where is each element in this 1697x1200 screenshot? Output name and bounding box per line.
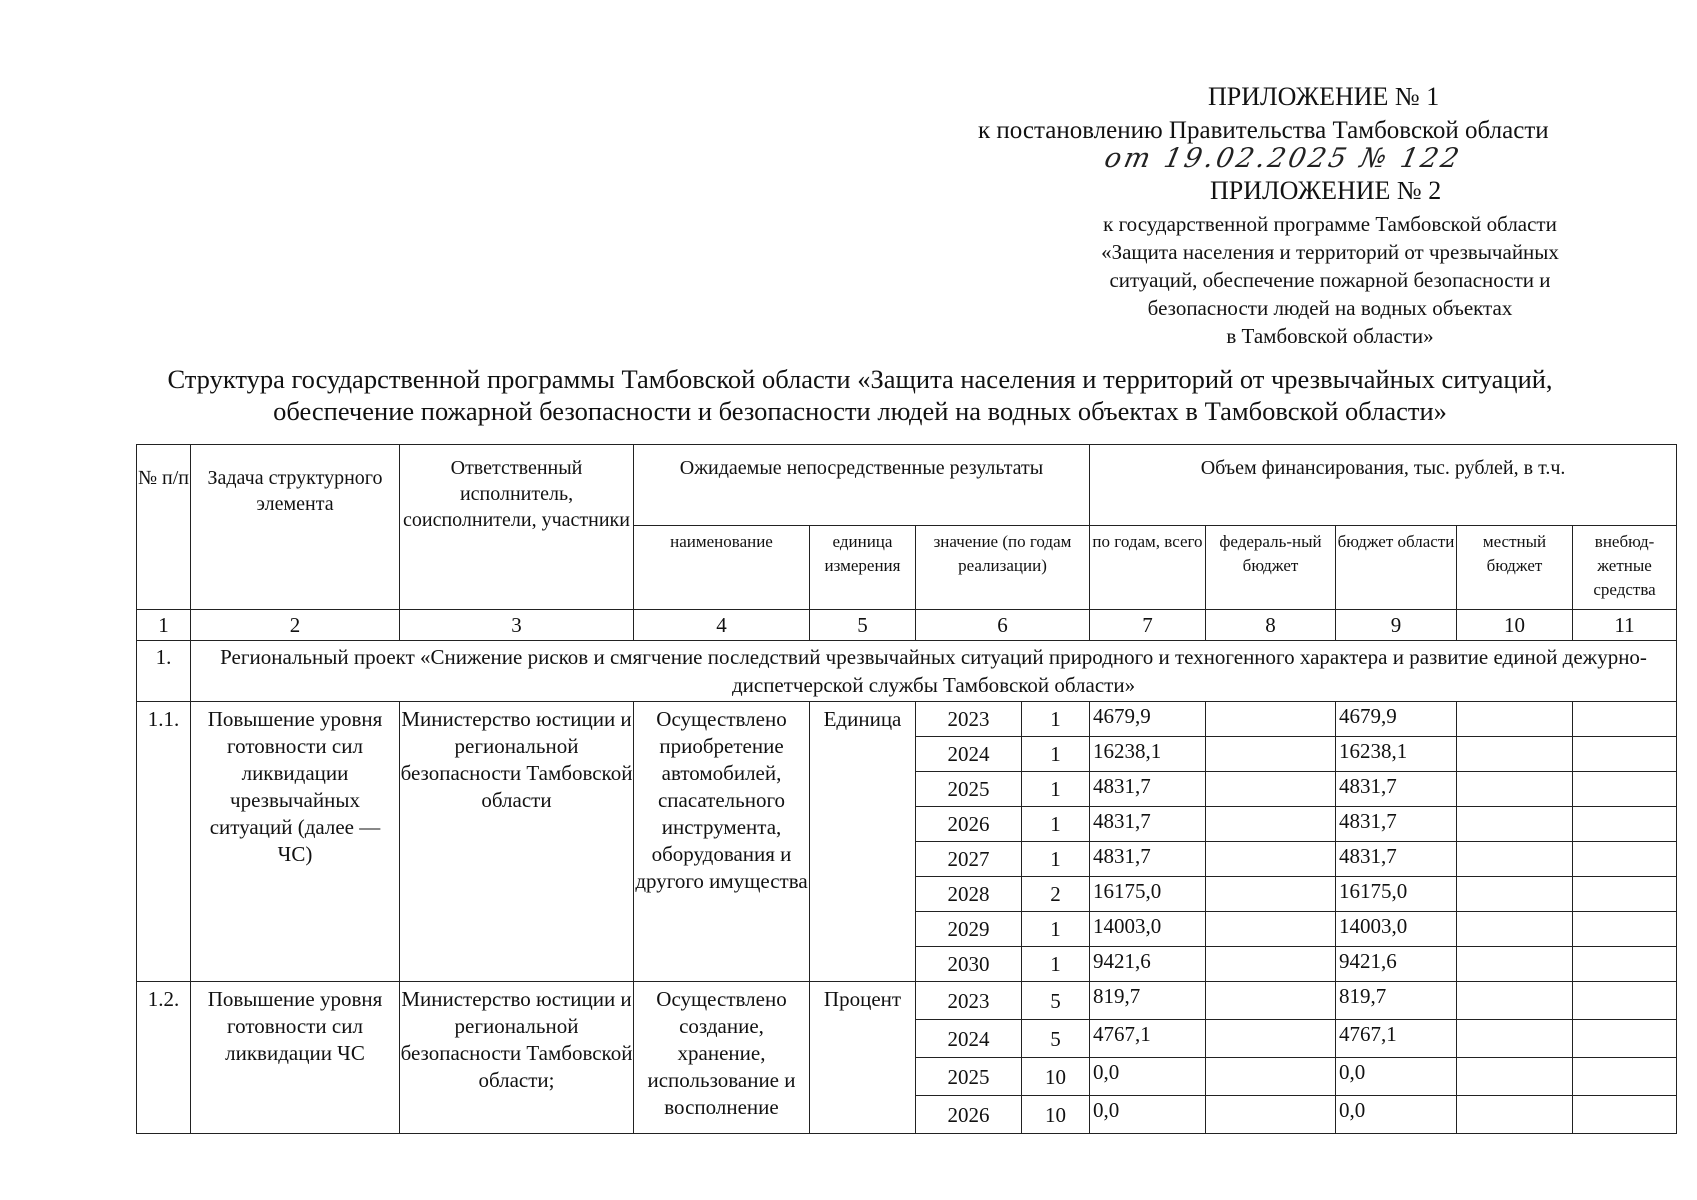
row-extrabudget [1573,982,1677,1020]
row-regional: 4767,1 [1336,1020,1457,1058]
row-year: 2027 [916,842,1022,877]
row-total: 14003,0 [1090,912,1206,947]
row-local [1457,1096,1573,1134]
column-index: 6 [916,610,1090,641]
row-year: 2028 [916,877,1022,912]
column-index: 3 [400,610,634,641]
appendix1-subtitle: к постановлению Правительства Тамбовской области [978,117,1549,144]
row-value: 5 [1022,982,1090,1020]
row-extrabudget [1573,807,1677,842]
row-year: 2024 [916,1020,1022,1058]
row-extrabudget [1573,947,1677,982]
row-regional: 9421,6 [1336,947,1457,982]
row-task: Повышение уровня готовности сил ликвидации чрезвычайных ситуаций (далее — ЧС) [191,702,400,982]
row-extrabudget [1573,912,1677,947]
row-result-name: Осуществлено создание, хранение, использование и восполнение [634,982,810,1134]
row-total: 4831,7 [1090,772,1206,807]
row-value: 1 [1022,912,1090,947]
column-index: 4 [634,610,810,641]
appendix2-title: ПРИЛОЖЕНИЕ № 2 [1210,176,1442,205]
row-regional: 4831,7 [1336,772,1457,807]
row-local [1457,912,1573,947]
column-index: 7 [1090,610,1206,641]
column-index: 8 [1206,610,1336,641]
row-year: 2023 [916,982,1022,1020]
row-extrabudget [1573,1058,1677,1096]
row-year: 2030 [916,947,1022,982]
header-value: значение (по годам реализации) [916,526,1090,610]
row-regional: 4831,7 [1336,842,1457,877]
row-regional: 14003,0 [1336,912,1457,947]
row-extrabudget [1573,702,1677,737]
appendix2-line: к государственной программе Тамбовской области [1103,212,1557,236]
row-value: 1 [1022,737,1090,772]
row-year: 2025 [916,1058,1022,1096]
row-extrabudget [1573,842,1677,877]
section-number: 1. [137,641,191,702]
row-year: 2029 [916,912,1022,947]
row-value: 1 [1022,842,1090,877]
row-value: 1 [1022,702,1090,737]
row-extrabudget [1573,1020,1677,1058]
row-local [1457,947,1573,982]
row-federal [1206,912,1336,947]
row-extrabudget [1573,877,1677,912]
header-expected-results: Ожидаемые непосредственные результаты [634,445,1090,526]
row-total: 0,0 [1090,1058,1206,1096]
appendix2-description [1040,210,1620,350]
row-total: 4831,7 [1090,842,1206,877]
row-local [1457,1058,1573,1096]
row-total: 4679,9 [1090,702,1206,737]
row-value: 10 [1022,1058,1090,1096]
header-regional: бюджет области [1336,526,1457,610]
column-index: 11 [1573,610,1677,641]
row-number: 1.1. [137,702,191,982]
column-index: 10 [1457,610,1573,641]
row-total: 4767,1 [1090,1020,1206,1058]
row-year: 2025 [916,772,1022,807]
row-regional: 4831,7 [1336,807,1457,842]
row-local [1457,702,1573,737]
table-row [137,982,1677,1020]
header-federal: федераль-ный бюджет [1206,526,1336,610]
row-regional: 0,0 [1336,1058,1457,1096]
column-index: 5 [810,610,916,641]
row-value: 1 [1022,947,1090,982]
column-index: 1 [137,610,191,641]
row-year: 2026 [916,1096,1022,1134]
row-federal [1206,877,1336,912]
row-federal [1206,982,1336,1020]
row-year: 2023 [916,702,1022,737]
row-federal [1206,702,1336,737]
row-executor: Министерство юстиции и региональной безопасности Тамбовской области [400,702,634,982]
section-title: Региональный проект «Снижение рисков и смягчение последствий чрезвычайных ситуаций природного и техногенного характера и развитие единой дежурно-диспетчерской службы Тамбовской области» [191,641,1677,702]
row-federal [1206,1096,1336,1134]
header-financing: Объем финансирования, тыс. рублей, в т.ч. [1090,445,1677,526]
document-title-line: обеспечение пожарной безопасности и безопасности людей на водных объектах в Тамбовской области» [273,396,1447,426]
row-federal [1206,842,1336,877]
table-row [137,702,1677,737]
row-local [1457,877,1573,912]
row-regional: 819,7 [1336,982,1457,1020]
row-federal [1206,1020,1336,1058]
row-total: 4831,7 [1090,807,1206,842]
row-value: 5 [1022,1020,1090,1058]
header-unit: единица измерения [810,526,916,610]
row-value: 1 [1022,772,1090,807]
header-total: по годам, всего [1090,526,1206,610]
document-title [80,363,1640,427]
row-federal [1206,1058,1336,1096]
row-regional: 16175,0 [1336,877,1457,912]
row-regional: 16238,1 [1336,737,1457,772]
column-index: 9 [1336,610,1457,641]
row-number: 1.2. [137,982,191,1134]
row-executor: Министерство юстиции и региональной безопасности Тамбовской области; [400,982,634,1134]
row-federal [1206,737,1336,772]
column-index: 2 [191,610,400,641]
section-row [137,641,1677,702]
column-index-row [137,610,1677,641]
row-federal [1206,772,1336,807]
row-federal [1206,807,1336,842]
header-executor: Ответственный исполнитель, соисполнители, участники [400,445,634,610]
handwritten-date: от 19.02.2025 № 122 [1101,143,1465,174]
program-structure-table [136,444,1677,1134]
row-total: 0,0 [1090,1096,1206,1134]
header-extrabudget: внебюд-жетные средства [1573,526,1677,610]
row-local [1457,737,1573,772]
row-extrabudget [1573,737,1677,772]
row-unit: Процент [810,982,916,1134]
row-total: 819,7 [1090,982,1206,1020]
row-year: 2026 [916,807,1022,842]
row-local [1457,807,1573,842]
row-year: 2024 [916,737,1022,772]
row-local [1457,842,1573,877]
row-regional: 0,0 [1336,1096,1457,1134]
row-local [1457,1020,1573,1058]
appendix2-line: «Защита населения и территорий от чрезвычайных [1101,240,1559,264]
appendix2-line: ситуаций, обеспечение пожарной безопасности и [1109,268,1551,292]
appendix2-line: в Тамбовской области» [1226,324,1434,348]
row-total: 16238,1 [1090,737,1206,772]
row-federal [1206,947,1336,982]
row-task: Повышение уровня готовности сил ликвидации ЧС [191,982,400,1134]
row-value: 1 [1022,807,1090,842]
header-result-name: наименование [634,526,810,610]
header-row-top [137,445,1677,526]
row-value: 2 [1022,877,1090,912]
row-result-name: Осуществлено приобретение автомобилей, спасательного инструмента, оборудования и другого имущества [634,702,810,982]
row-extrabudget [1573,1096,1677,1134]
row-unit: Единица [810,702,916,982]
document-title-line: Структура государственной программы Тамбовской области «Защита населения и территорий от чрезвычайных ситуаций, [167,364,1553,394]
row-local [1457,772,1573,807]
header-task: Задача структурного элемента [191,445,400,610]
row-local [1457,982,1573,1020]
header-local: местный бюджет [1457,526,1573,610]
row-value: 10 [1022,1096,1090,1134]
header-number: № п/п [137,445,191,610]
appendix1-title: ПРИЛОЖЕНИЕ № 1 [1208,82,1440,111]
row-extrabudget [1573,772,1677,807]
appendix2-line: безопасности людей на водных объектах [1147,296,1513,320]
row-total: 16175,0 [1090,877,1206,912]
row-regional: 4679,9 [1336,702,1457,737]
row-total: 9421,6 [1090,947,1206,982]
